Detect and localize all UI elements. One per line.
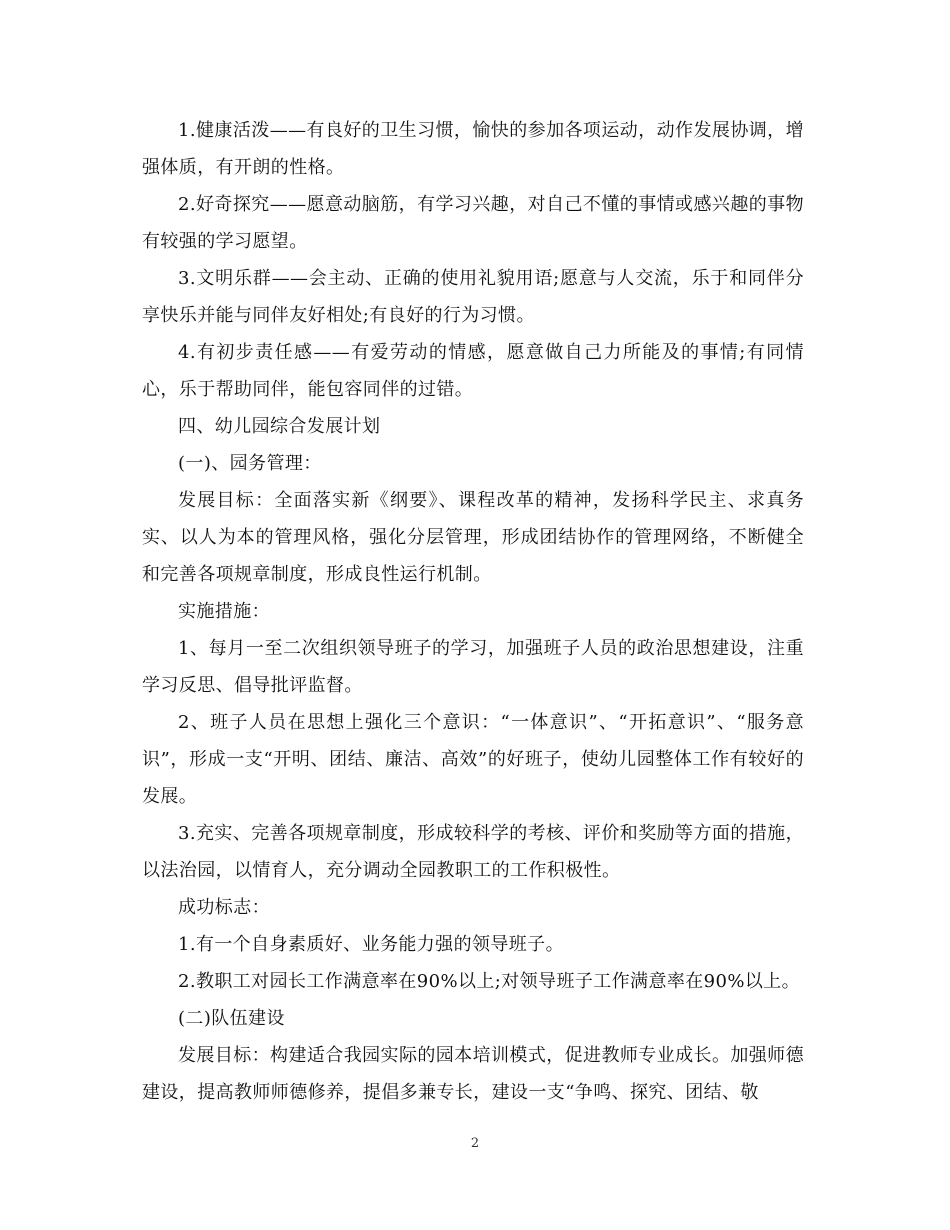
paragraph-goal-curious: 2.好奇探究——愿意动脑筋，有学习兴趣，对自己不懂的事情或感兴趣的事物有较强的学习愿望。 (142, 194, 804, 252)
paragraph-measure-1: 1、每月一至二次组织领导班子的学习，加强班子人员的政治思想建设，注重学习反思、倡导批评监督。 (142, 638, 804, 696)
paragraph-goal-civil: 3.文明乐群——会主动、正确的使用礼貌用语;愿意与人交流，乐于和同伴分享快乐并能与同伴友好相处;有良好的行为习惯。 (142, 268, 804, 326)
paragraph-management-goal: 发展目标：全面落实新《纲要》、课程改革的精神，发扬科学民主、求真务实、以人为本的管理风格，强化分层管理，形成团结协作的管理网络，不断健全和完善各项规章制度，形成良性运行机制。 (142, 490, 804, 585)
paragraph-measure-2: 2、班子人员在思想上强化三个意识：“一体意识”、“开拓意识”、“服务意识”，形成一支“开明、团结、廉洁、高效”的好班子，使幼儿园整体工作有较好的发展。 (142, 712, 804, 807)
paragraph-team-goal: 发展目标：构建适合我园实际的园本培训模式，促进教师专业成长。加强师德建设，提高教师师德修养，提倡多兼专长，建设一支“争鸣、探究、团结、敬 (142, 1045, 804, 1103)
section-heading-development-plan: 四、幼儿园综合发展计划 (178, 416, 381, 437)
paragraph-goal-healthy: 1.健康活泼——有良好的卫生习惯，愉快的参加各项运动，动作发展协调，增强体质，有开朗的性格。 (142, 120, 804, 178)
paragraph-measure-3: 3.充实、完善各项规章制度，形成较科学的考核、评价和奖励等方面的措施，以法治园，以情育人，充分调动全园教职工的工作积极性。 (142, 823, 804, 881)
paragraph-indicator-2: 2.教职工对园长工作满意率在90%以上;对领导班子工作满意率在90%以上。 (178, 971, 801, 992)
subsection-heading-team-building: (二)队伍建设 (178, 1008, 285, 1029)
paragraph-goal-responsible: 4.有初步责任感——有爱劳动的情感，愿意做自己力所能及的事情;有同情心，乐于帮助同伴，能包容同伴的过错。 (142, 342, 804, 400)
document-body (142, 112, 804, 1111)
label-measures: 实施措施： (178, 601, 270, 622)
label-success-indicators: 成功标志： (178, 897, 270, 918)
paragraph-indicator-1: 1.有一个自身素质好、业务能力强的领导班子。 (178, 934, 564, 955)
subsection-heading-management: (一)、园务管理： (178, 453, 322, 474)
page-number: 2 (470, 1136, 480, 1151)
